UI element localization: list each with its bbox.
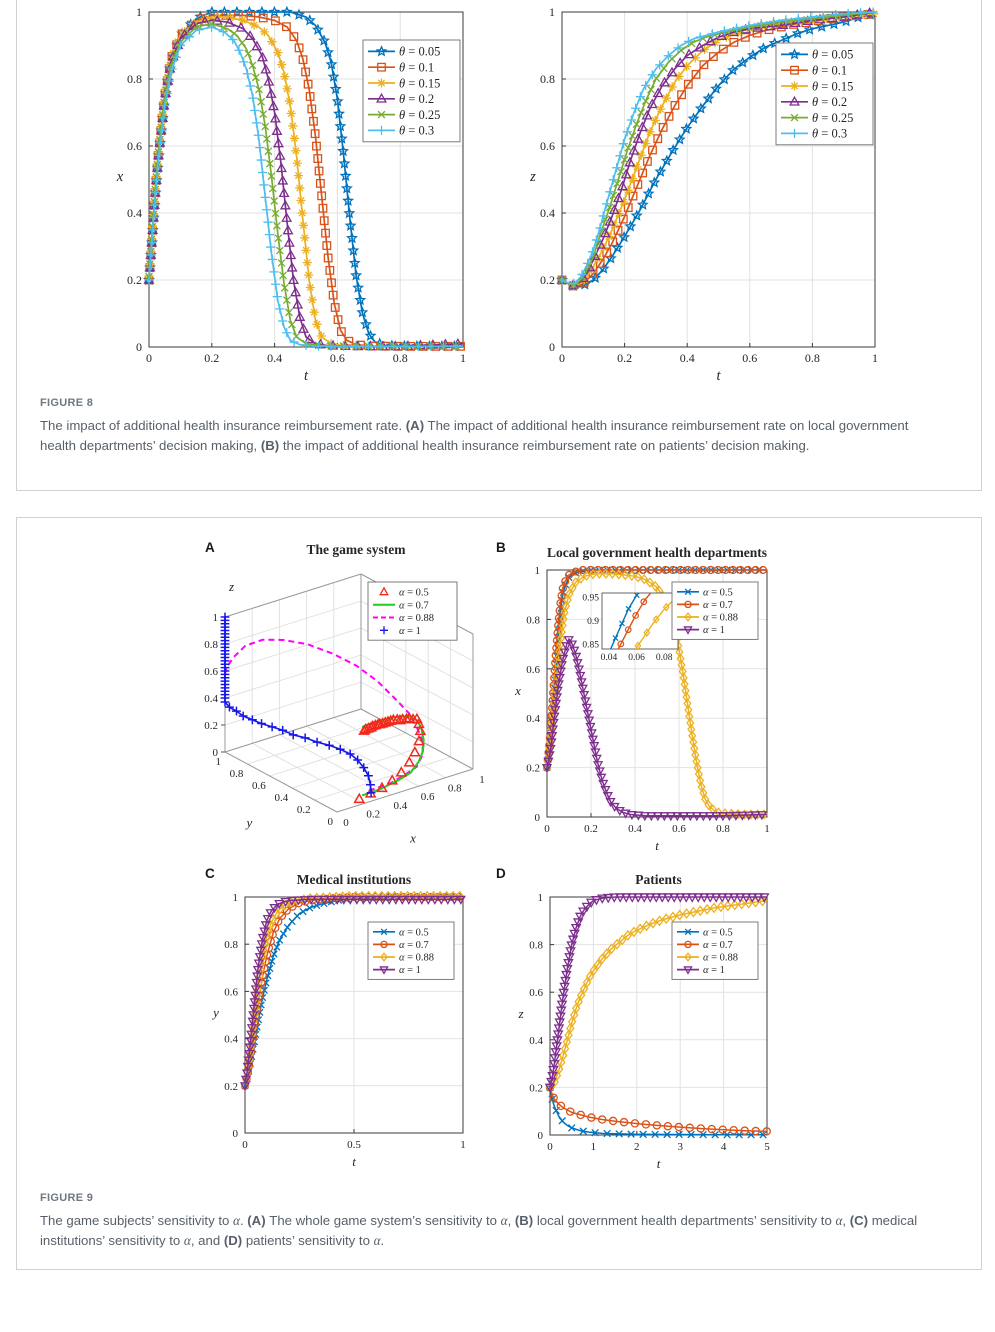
svg-text:1: 1 [764, 823, 770, 835]
svg-text:α = 0.7: α = 0.7 [399, 600, 429, 612]
svg-text:0: 0 [232, 1128, 238, 1140]
svg-text:0.2: 0.2 [584, 823, 598, 835]
svg-text:θ = 0.2: θ = 0.2 [399, 92, 435, 107]
svg-text:α = 0.5: α = 0.5 [399, 587, 429, 599]
panel-letter-a: A [205, 540, 215, 555]
svg-text:1: 1 [872, 351, 878, 365]
svg-text:0.2: 0.2 [127, 273, 142, 287]
svg-text:α = 0.7: α = 0.7 [399, 939, 429, 951]
svg-text:0.8: 0.8 [229, 768, 244, 780]
svg-text:0.6: 0.6 [252, 780, 266, 792]
figure9-caption-label: FIGURE 9 [40, 1192, 94, 1204]
svg-text:θ = 0.15: θ = 0.15 [399, 76, 441, 91]
panel-letter-b: B [496, 540, 506, 555]
svg-text:t: t [303, 368, 309, 384]
svg-text:0.6: 0.6 [204, 666, 218, 678]
svg-text:0.6: 0.6 [420, 791, 435, 804]
svg-text:0: 0 [327, 816, 333, 828]
figure9-chart-b [488, 533, 833, 865]
svg-text:0.2: 0.2 [296, 804, 311, 816]
svg-text:Local government health depart: Local government health departments [546, 545, 768, 560]
svg-text:1: 1 [136, 5, 142, 19]
svg-text:1: 1 [212, 612, 218, 624]
svg-text:α = 1: α = 1 [399, 625, 421, 637]
svg-text:0: 0 [544, 823, 550, 835]
axes [517, 872, 770, 1171]
svg-text:α = 1: α = 1 [703, 965, 725, 977]
svg-text:1: 1 [590, 1141, 597, 1153]
svg-text:0.8: 0.8 [526, 614, 540, 627]
figure8-chart-a [25, 0, 495, 392]
svg-text:t: t [656, 1156, 661, 1171]
figure9-caption-text: The game subjects’ sensitivity to α. (A) The whole game system’s sensitivity to α, (B) local government health departments’ sensitivity to α, (C) medical institutions’ sensitivity to α, and (D) patients’ sensitivity to α. [40, 1213, 918, 1249]
svg-text:0.8: 0.8 [804, 351, 820, 365]
svg-text:z: z [518, 1006, 524, 1021]
svg-text:0.9: 0.9 [587, 617, 599, 627]
svg-text:0.4: 0.4 [204, 693, 218, 705]
svg-text:θ = 0.05: θ = 0.05 [812, 47, 854, 62]
svg-text:0.8: 0.8 [716, 823, 730, 835]
svg-text:0.6: 0.6 [672, 823, 686, 835]
series3d-3 [221, 613, 376, 798]
svg-text:0.6: 0.6 [329, 351, 345, 365]
panel-letter-c: C [205, 866, 215, 881]
series-1 [546, 1084, 770, 1135]
svg-text:1: 1 [537, 892, 543, 904]
svg-text:x: x [410, 830, 416, 846]
svg-text:0.4: 0.4 [679, 351, 695, 365]
svg-text:θ = 0.3: θ = 0.3 [812, 126, 848, 141]
svg-text:0.04: 0.04 [600, 653, 618, 663]
svg-text:0.4: 0.4 [393, 799, 408, 812]
series-2 [242, 892, 463, 1090]
svg-text:0.4: 0.4 [628, 823, 642, 835]
svg-text:t: t [716, 368, 721, 384]
series-3 [543, 637, 767, 820]
svg-text:1: 1 [479, 774, 485, 786]
svg-text:0.06: 0.06 [628, 653, 645, 663]
svg-text:1: 1 [460, 1139, 466, 1151]
svg-text:1: 1 [215, 756, 221, 768]
svg-text:θ = 0.2: θ = 0.2 [812, 95, 848, 110]
figure9-chart-a-3d [193, 533, 493, 865]
svg-text:0.4: 0.4 [274, 792, 289, 804]
svg-text:x: x [116, 169, 124, 185]
svg-text:0.6: 0.6 [742, 351, 758, 365]
figure8-caption-label: FIGURE 8 [40, 397, 94, 409]
figure8-caption-text: The impact of additional health insurance reimbursement rate. (A) The impact of additional health insurance reimbursement rate on local government health departments’ decision making, (B) the impact of additional health insurance reimbursement rate on patients’ decision making. [40, 418, 909, 454]
svg-text:z: z [229, 579, 235, 594]
svg-text:θ = 0.1: θ = 0.1 [399, 60, 435, 75]
svg-text:Medical institutions: Medical institutions [296, 872, 412, 887]
figure8-chart-b [490, 0, 950, 392]
svg-text:α = 0.5: α = 0.5 [399, 927, 429, 939]
svg-text:5: 5 [764, 1141, 770, 1153]
svg-text:α = 0.7: α = 0.7 [703, 939, 733, 951]
panel-letter-d: D [496, 866, 506, 881]
svg-text:t: t [655, 838, 659, 853]
svg-text:0.4: 0.4 [526, 713, 540, 726]
svg-text:θ = 0.3: θ = 0.3 [399, 123, 435, 138]
svg-text:y: y [213, 1005, 219, 1020]
svg-text:0.2: 0.2 [366, 808, 381, 821]
svg-text:0.4: 0.4 [224, 1033, 238, 1046]
svg-text:1: 1 [549, 5, 555, 19]
svg-text:0.8: 0.8 [540, 72, 555, 86]
svg-text:1: 1 [460, 351, 466, 365]
svg-text:0.2: 0.2 [204, 720, 218, 732]
figure9-chart-c [193, 858, 508, 1190]
svg-text:θ = 0.25: θ = 0.25 [812, 110, 854, 125]
svg-text:Patients: Patients [635, 872, 682, 887]
figure9-caption [40, 1192, 946, 1252]
svg-text:0.6: 0.6 [224, 986, 238, 999]
svg-text:θ = 0.1: θ = 0.1 [812, 63, 848, 78]
svg-text:z: z [530, 169, 536, 185]
svg-text:0.08: 0.08 [655, 653, 673, 663]
svg-text:2: 2 [634, 1141, 640, 1153]
svg-text:θ = 0.15: θ = 0.15 [812, 79, 854, 94]
svg-text:1: 1 [534, 565, 540, 577]
svg-text:α = 0.88: α = 0.88 [703, 952, 739, 964]
figure8-caption [40, 397, 946, 457]
svg-text:α = 0.88: α = 0.88 [399, 952, 435, 964]
svg-text:0.6: 0.6 [127, 139, 142, 153]
svg-text:3: 3 [677, 1141, 683, 1153]
svg-text:1: 1 [232, 892, 238, 904]
svg-text:0: 0 [146, 351, 152, 365]
svg-text:0.8: 0.8 [127, 72, 142, 86]
svg-text:0.4: 0.4 [267, 351, 283, 365]
svg-text:α = 0.7: α = 0.7 [703, 599, 733, 611]
svg-text:y: y [246, 815, 253, 830]
svg-text:The game system: The game system [306, 542, 406, 557]
svg-text:0.6: 0.6 [529, 987, 543, 1000]
svg-text:0.2: 0.2 [204, 351, 220, 365]
series-group-3d [221, 613, 425, 803]
svg-text:0.2: 0.2 [540, 273, 555, 287]
svg-text:0: 0 [559, 351, 565, 365]
svg-text:α = 0.5: α = 0.5 [703, 587, 733, 599]
series-group [241, 892, 465, 1090]
svg-text:0: 0 [549, 340, 555, 354]
svg-text:α = 0.88: α = 0.88 [703, 612, 739, 624]
svg-text:α = 1: α = 1 [399, 965, 421, 977]
svg-text:α = 0.5: α = 0.5 [703, 927, 733, 939]
svg-text:θ = 0.25: θ = 0.25 [399, 107, 441, 122]
svg-text:0.5: 0.5 [347, 1139, 361, 1151]
svg-text:0.4: 0.4 [540, 206, 555, 220]
svg-text:0.2: 0.2 [526, 762, 540, 775]
svg-text:0: 0 [534, 812, 540, 824]
svg-text:θ = 0.05: θ = 0.05 [399, 44, 441, 59]
svg-text:x: x [515, 683, 521, 698]
svg-text:0: 0 [136, 340, 142, 354]
inset [582, 586, 680, 676]
svg-text:0: 0 [343, 817, 349, 829]
svg-text:0: 0 [547, 1141, 553, 1153]
svg-text:0.2: 0.2 [617, 351, 633, 365]
svg-text:t: t [352, 1154, 356, 1169]
svg-text:4: 4 [720, 1141, 727, 1153]
svg-text:0.85: 0.85 [582, 640, 599, 651]
svg-text:0.8: 0.8 [204, 639, 218, 651]
svg-text:0.95: 0.95 [582, 593, 599, 604]
svg-text:0: 0 [242, 1139, 248, 1151]
svg-text:0: 0 [212, 747, 218, 759]
svg-text:0.2: 0.2 [224, 1080, 238, 1093]
svg-text:0.2: 0.2 [529, 1082, 543, 1095]
svg-text:0.8: 0.8 [529, 939, 543, 952]
svg-text:0.8: 0.8 [392, 351, 408, 365]
svg-text:0.6: 0.6 [526, 663, 540, 676]
svg-text:0.8: 0.8 [447, 782, 462, 795]
svg-text:0.4: 0.4 [127, 206, 142, 220]
svg-text:0: 0 [537, 1130, 543, 1142]
svg-text:0.6: 0.6 [540, 139, 555, 153]
svg-text:α = 0.88: α = 0.88 [399, 613, 435, 625]
figure9-chart-d [488, 858, 833, 1190]
svg-text:0.8: 0.8 [224, 939, 238, 952]
svg-text:0.4: 0.4 [529, 1034, 543, 1047]
svg-text:α = 1: α = 1 [703, 625, 725, 637]
